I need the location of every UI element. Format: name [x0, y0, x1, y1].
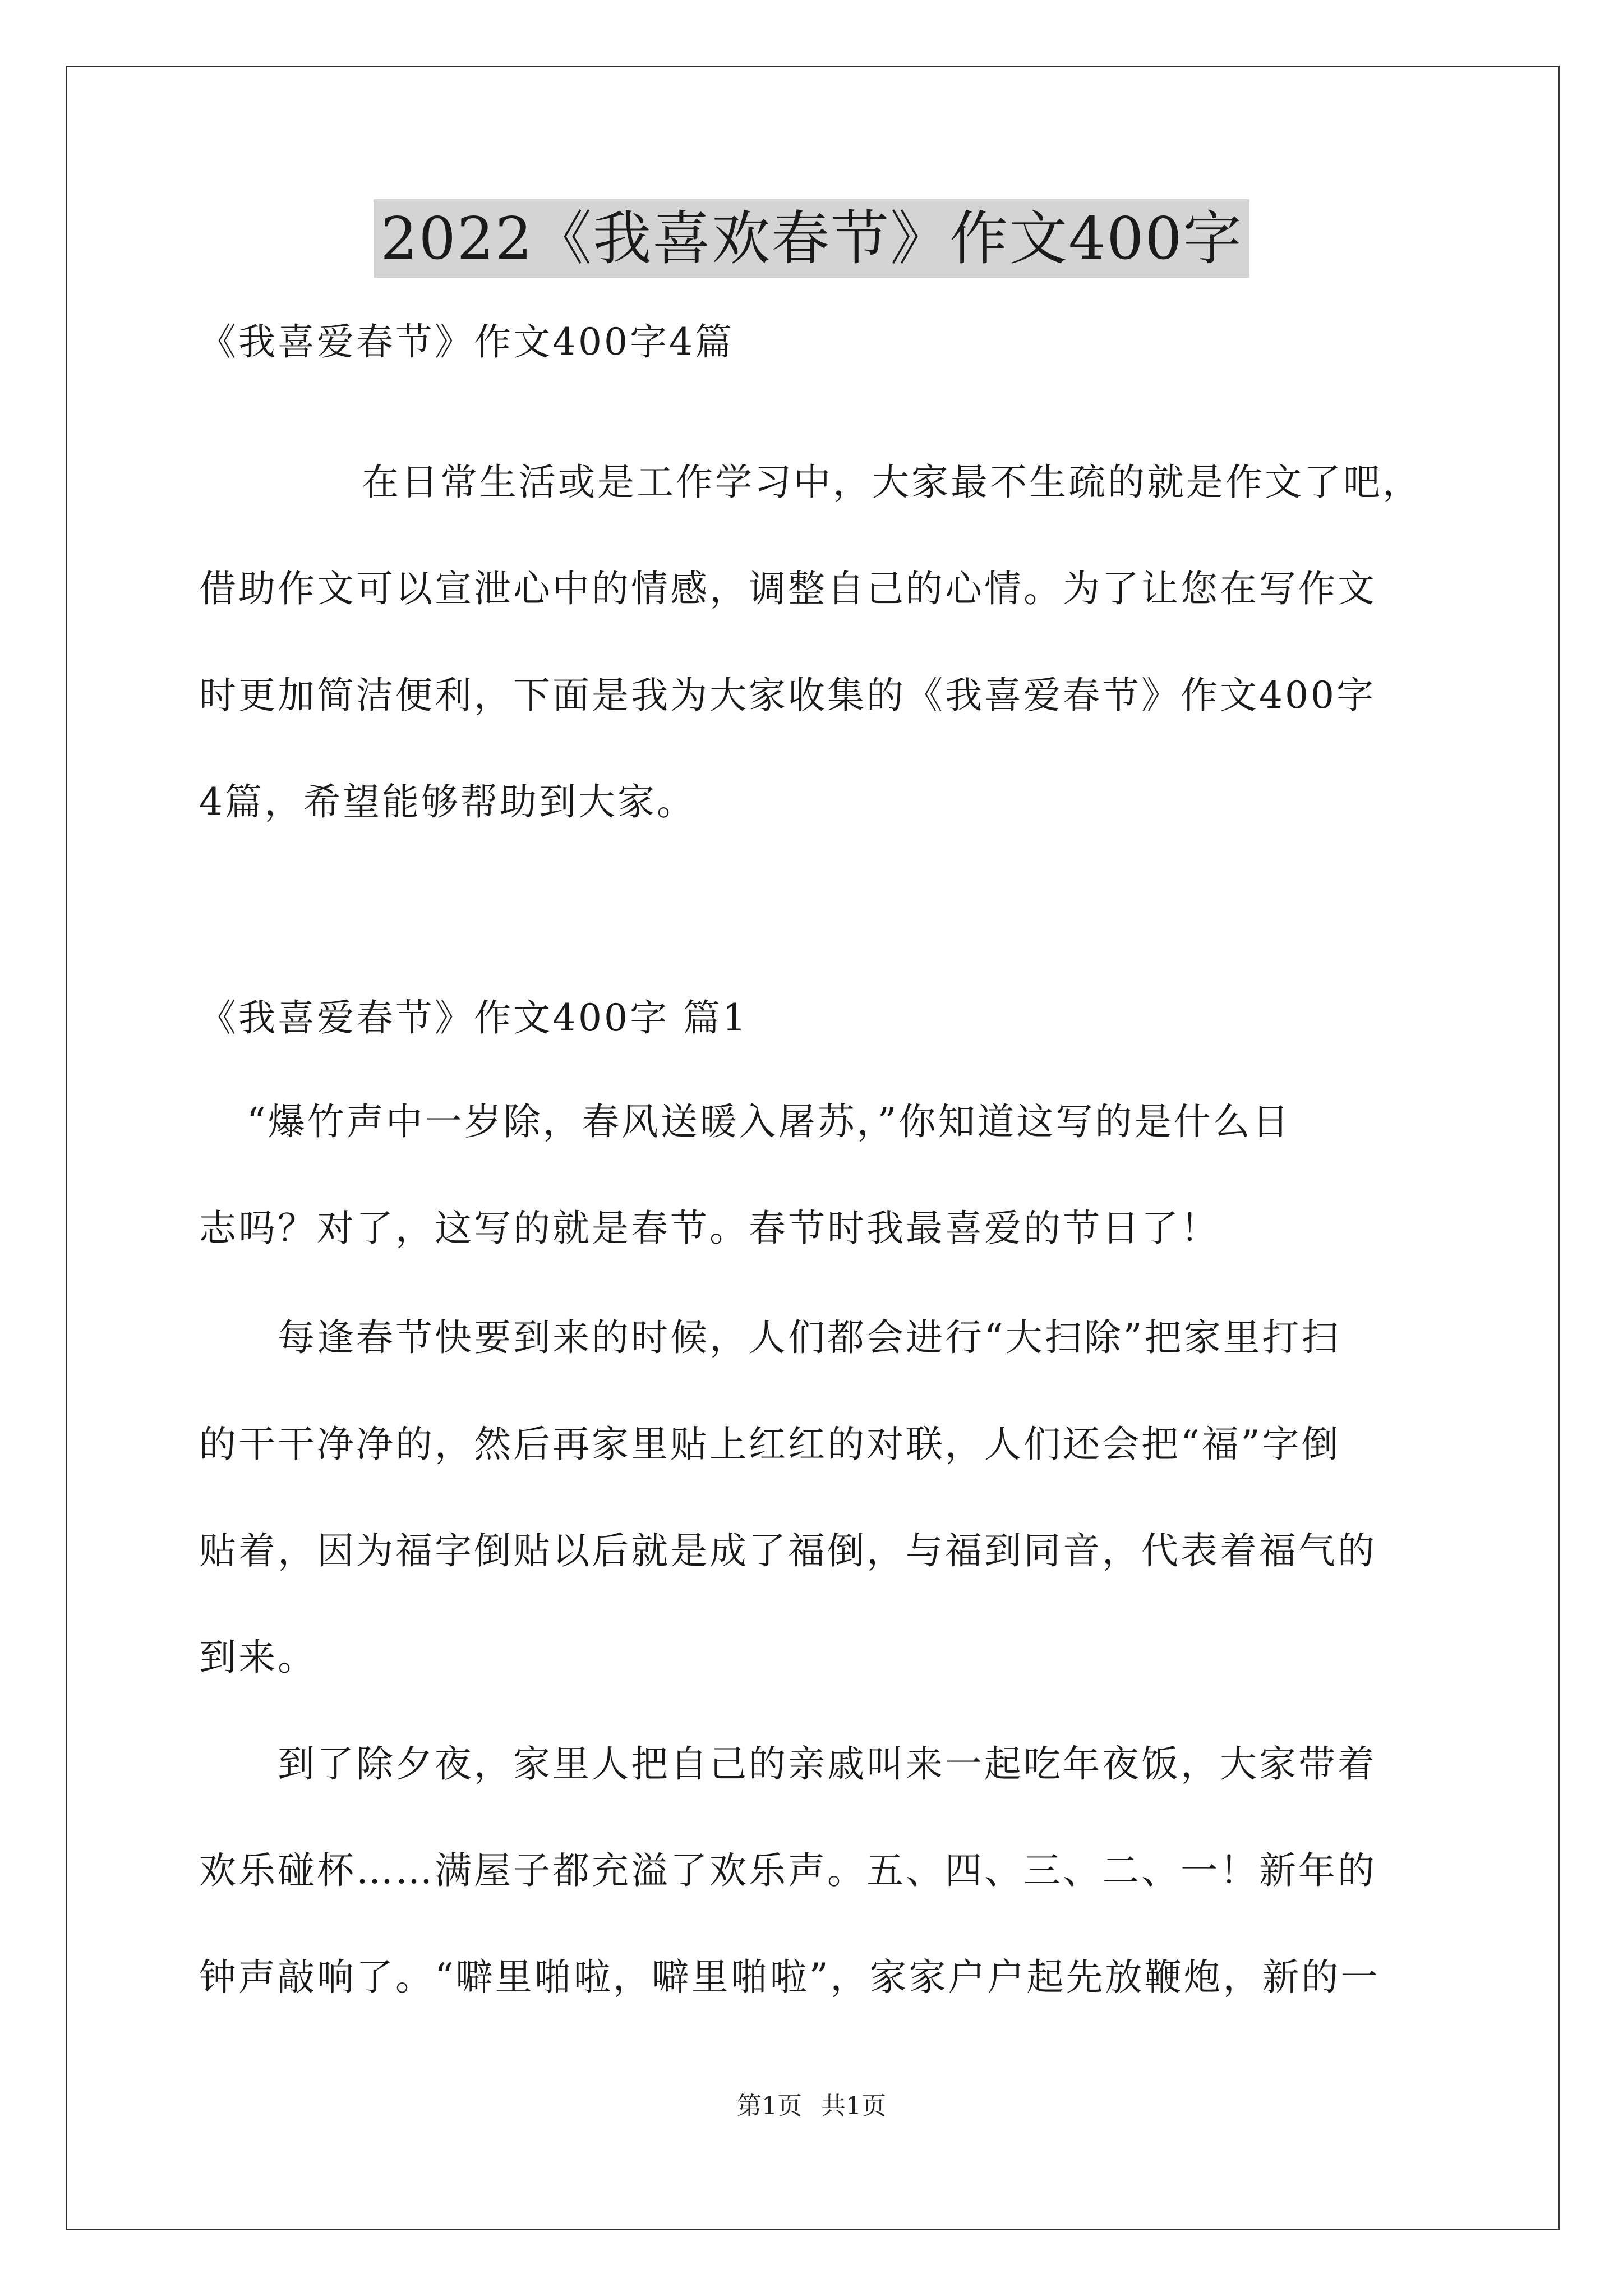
paragraph-line: 贴着，因为福字倒贴以后就是成了福倒，与福到同音，代表着福气的 [199, 1529, 1377, 1572]
paragraph-line: 志吗？对了，这写的就是春节。春节时我最喜爱的节日了！ [199, 1207, 1220, 1250]
paragraph-line: “爆竹声中一岁除，春风送暖入屠苏，”你知道这写的是什么日 [247, 1100, 1292, 1143]
section-heading: 《我喜爱春节》作文400字 篇1 [199, 996, 748, 1039]
subtitle: 《我喜爱春节》作文400字4篇 [199, 320, 734, 364]
paragraph-line: 的干干净净的，然后再家里贴上红红的对联，人们还会把“福”字倒 [199, 1423, 1341, 1466]
page-total: 共1页 [821, 2092, 886, 2120]
intro-line-1: 在日常生活或是工作学习中，大家最不生疏的就是作文了吧， [362, 461, 1422, 504]
paragraph-line: 到来。 [199, 1636, 317, 1679]
paragraph-line: 到了除夕夜，家里人把自己的亲戚叫来一起吃年夜饭，大家带着 [278, 1742, 1377, 1786]
title-container [0, 199, 1623, 278]
intro-line-2: 借助作文可以宣泄心中的情感，调整自己的心情。为了让您在写作文 [199, 567, 1377, 610]
page-border [66, 66, 1560, 2230]
document-title: 2022《我喜欢春节》作文400字 [374, 199, 1249, 278]
intro-line-3: 时更加简洁便利，下面是我为大家收集的《我喜爱春节》作文400字 [199, 674, 1376, 717]
page-footer [0, 2090, 1623, 2123]
intro-line-4: 4篇，希望能够帮助到大家。 [199, 780, 696, 823]
paragraph-line: 每逢春节快要到来的时候，人们都会进行“大扫除”把家里打扫 [278, 1316, 1341, 1359]
page-current: 第1页 [737, 2092, 802, 2120]
paragraph-line: 钟声敲响了。“噼里啪啦，噼里啪啦”，家家户户起先放鞭炮，新的一 [199, 1955, 1380, 1999]
paragraph-line: 欢乐碰杯……满屋子都充溢了欢乐声。五、四、三、二、一！新年的 [199, 1849, 1377, 1892]
